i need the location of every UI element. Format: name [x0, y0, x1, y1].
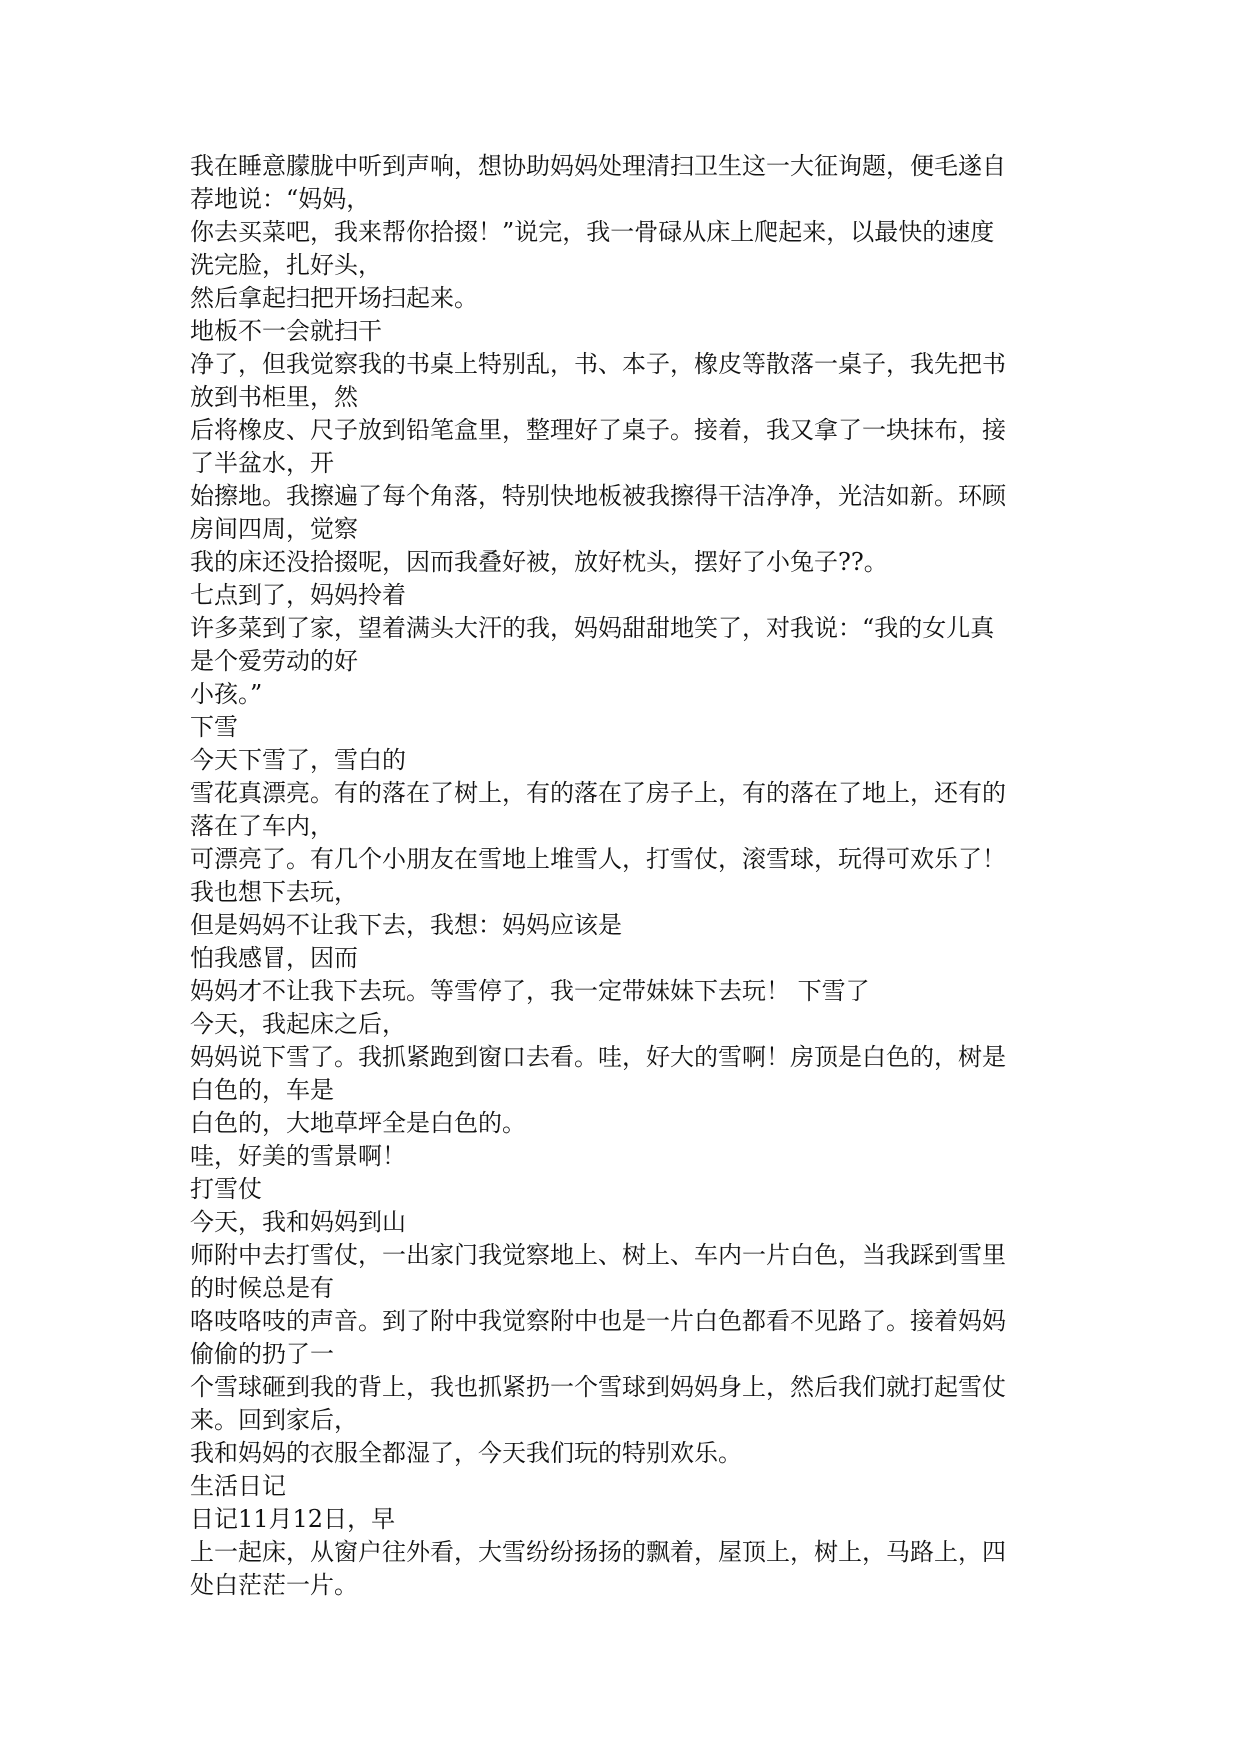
text-line: 我也想下去玩，: [190, 878, 358, 906]
section-heading: 生活日记: [190, 1472, 286, 1500]
text-line: 房间四周，觉察: [190, 515, 358, 543]
text-line: 但是妈妈不让我下去，我想：妈妈应该是: [190, 911, 622, 939]
text-line: 我的床还没拾掇呢，因而我叠好被，放好枕头，摆好了小兔子??。: [190, 548, 888, 576]
text-line: 我在睡意朦胧中听到声响，想协助妈妈处理清扫卫生这一大征询题，便毛遂自: [190, 152, 1006, 180]
text-line: 七点到了，妈妈拎着: [190, 581, 406, 609]
text-line: 然后拿起扫把开场扫起来。: [190, 284, 478, 312]
text-line: 净了，但我觉察我的书桌上特别乱，书、本子，橡皮等散落一桌子，我先把书: [190, 350, 1006, 378]
text-line: 放到书柜里，然: [190, 383, 358, 411]
text-line: 许多菜到了家，望着满头大汗的我，妈妈甜甜地笑了，对我说：“我的女儿真: [190, 614, 995, 642]
text-line: 今天，我和妈妈到山: [190, 1208, 406, 1236]
text-line: 处白茫茫一片。: [190, 1571, 358, 1599]
text-line: 你去买菜吧，我来帮你拾掇！”说完，我一骨碌从床上爬起来，以最快的速度: [190, 218, 995, 246]
text-line: 个雪球砸到我的背上，我也抓紧扔一个雪球到妈妈身上，然后我们就打起雪仗: [190, 1373, 1006, 1401]
text-line: 妈妈说下雪了。我抓紧跑到窗口去看。哇，好大的雪啊！房顶是白色的，树是: [190, 1043, 1006, 1071]
text-line: 今天下雪了，雪白的: [190, 746, 406, 774]
text-line: 小孩。”: [190, 680, 263, 708]
text-line: 始擦地。我擦遍了每个角落，特别快地板被我擦得干洁净净，光洁如新。环顾: [190, 482, 1006, 510]
text-line: 落在了车内，: [190, 812, 334, 840]
text-line: 白色的，车是: [190, 1076, 334, 1104]
text-line: 来。回到家后，: [190, 1406, 358, 1434]
text-line: 地板不一会就扫干: [190, 317, 382, 345]
text-line: 可漂亮了。有几个小朋友在雪地上堆雪人，打雪仗，滚雪球，玩得可欢乐了！: [190, 845, 1006, 873]
text-line: 后将橡皮、尺子放到铅笔盒里，整理好了桌子。接着，我又拿了一块抹布，接: [190, 416, 1006, 444]
section-heading: 下雪: [190, 713, 238, 741]
text-line: 上一起床，从窗户往外看，大雪纷纷扬扬的飘着，屋顶上，树上，马路上，四: [190, 1538, 1006, 1566]
text-line: 雪花真漂亮。有的落在了树上，有的落在了房子上，有的落在了地上，还有的: [190, 779, 1006, 807]
section-heading: 打雪仗: [190, 1175, 262, 1203]
text-line: 妈妈才不让我下去玩。等雪停了，我一定带妹妹下去玩！ 下雪了: [190, 977, 870, 1005]
text-line: 怕我感冒，因而: [190, 944, 358, 972]
document-body: [190, 150, 1050, 1602]
text-line: 洗完脸，扎好头，: [190, 251, 382, 279]
text-line: 今天，我起床之后，: [190, 1010, 406, 1038]
text-line: 哇，好美的雪景啊！: [190, 1142, 406, 1170]
text-line: 白色的，大地草坪全是白色的。: [190, 1109, 526, 1137]
text-line: 我和妈妈的衣服全都湿了，今天我们玩的特别欢乐。: [190, 1439, 742, 1467]
text-line: 师附中去打雪仗，一出家门我觉察地上、树上、车内一片白色，当我踩到雪里: [190, 1241, 1006, 1269]
text-line: 咯吱咯吱的声音。到了附中我觉察附中也是一片白色都看不见路了。接着妈妈: [190, 1307, 1006, 1335]
text-line: 了半盆水，开: [190, 449, 334, 477]
text-line: 荐地说：“妈妈，: [190, 185, 371, 213]
text-line: 的时候总是有: [190, 1274, 334, 1302]
text-line: 是个爱劳动的好: [190, 647, 358, 675]
text-line: 偷偷的扔了一: [190, 1340, 334, 1368]
text-line: 日记11月12日，早: [190, 1505, 396, 1533]
